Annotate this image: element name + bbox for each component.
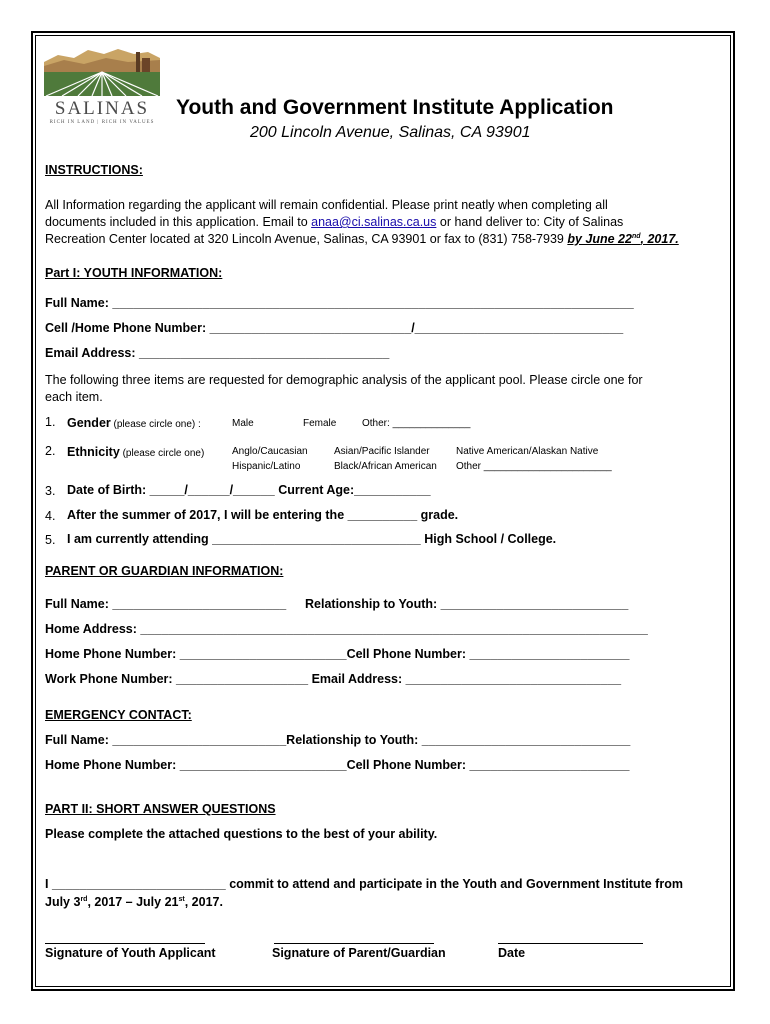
ethnicity-option-other[interactable]: Other _______________________ bbox=[456, 461, 612, 472]
guardian-relationship-field[interactable]: Relationship to Youth: ___________________________ bbox=[305, 597, 629, 611]
commitment-suffix: st bbox=[178, 895, 185, 903]
parent-signature-label: Signature of Parent/Guardian bbox=[272, 946, 446, 960]
emergency-phone-field[interactable]: Home Phone Number: ________________________Cell Phone Number: _______________________ bbox=[45, 758, 630, 772]
guardian-work-email-field[interactable]: Work Phone Number: ___________________ Email Address: _______________________________ bbox=[45, 672, 622, 686]
ethnicity-label bbox=[67, 443, 204, 461]
item-2-number: 2. bbox=[45, 444, 56, 458]
page-subtitle-address: 200 Lincoln Avenue, Salinas, CA 93901 bbox=[250, 124, 531, 141]
ethnicity-hint: (please circle one) bbox=[119, 448, 205, 459]
parent-signature-line[interactable] bbox=[274, 943, 434, 944]
commitment-line-2 bbox=[45, 895, 223, 909]
demographic-line-2: each item. bbox=[45, 390, 103, 404]
part1-heading: Part I: YOUTH INFORMATION: bbox=[45, 266, 223, 280]
youth-signature-line[interactable] bbox=[45, 943, 205, 944]
ethnicity-option-black[interactable]: Black/African American bbox=[334, 461, 437, 472]
ethnicity-label-text: Ethnicity bbox=[67, 445, 120, 459]
commitment-text: July 3 bbox=[45, 895, 81, 909]
emergency-name-relationship-field[interactable]: Full Name: _________________________Relationship to Youth: ______________________________ bbox=[45, 733, 631, 747]
youth-email-field[interactable]: Email Address: ____________________________________ bbox=[45, 346, 390, 360]
deadline-text bbox=[567, 232, 678, 246]
instructions-line-1: All Information regarding the applicant will remain confidential. Please print neatly when completing all bbox=[45, 198, 608, 212]
gender-option-other[interactable]: Other: ______________ bbox=[362, 418, 471, 429]
instructions-line-3 bbox=[45, 231, 679, 248]
part2-instruction: Please complete the attached questions to the best of your ability. bbox=[45, 827, 438, 841]
logo-landscape-icon bbox=[44, 46, 160, 98]
commitment-line-1[interactable]: I _________________________ commit to attend and participate in the Youth and Government Institute from bbox=[45, 877, 683, 891]
youth-phone-field[interactable]: Cell /Home Phone Number: _____________________________/______________________________ bbox=[45, 321, 624, 335]
gender-label-text: Gender bbox=[67, 416, 111, 430]
ethnicity-option-hispanic[interactable]: Hispanic/Latino bbox=[232, 461, 301, 472]
youth-full-name-field[interactable]: Full Name: ___________________________________________________________________________ bbox=[45, 296, 634, 310]
logo-wordmark: SALINAS bbox=[54, 98, 150, 119]
youth-signature-label: Signature of Youth Applicant bbox=[45, 946, 216, 960]
ethnicity-option-asian[interactable]: Asian/Pacific Islander bbox=[334, 446, 430, 457]
gender-label bbox=[67, 414, 201, 432]
gender-option-female[interactable]: Female bbox=[303, 418, 337, 429]
ethnicity-option-anglo[interactable]: Anglo/Caucasian bbox=[232, 446, 308, 457]
item-3-number: 3. bbox=[45, 484, 56, 498]
deadline-part: by June 22 bbox=[567, 232, 632, 246]
page-title: Youth and Government Institute Application bbox=[176, 96, 614, 119]
commitment-text: , 2017. bbox=[184, 895, 223, 909]
demographic-note bbox=[45, 372, 643, 406]
instructions-text: or hand deliver to: City of Salinas bbox=[436, 215, 624, 229]
instructions-text: Recreation Center located at 320 Lincoln Avenue, Salinas, CA 93901 or fax to (831) 758-7939 bbox=[45, 232, 568, 246]
commitment-suffix: rd bbox=[80, 895, 88, 903]
deadline-suffix: nd bbox=[631, 232, 641, 240]
instructions-heading: INSTRUCTIONS: bbox=[45, 163, 143, 177]
school-field[interactable]: I am currently attending ______________________________ High School / College. bbox=[67, 532, 557, 546]
instructions-line-2 bbox=[45, 214, 679, 231]
ethnicity-option-native[interactable]: Native American/Alaskan Native bbox=[456, 446, 599, 457]
logo-tagline: RICH IN LAND | RICH IN VALUES bbox=[49, 120, 155, 125]
grade-field[interactable]: After the summer of 2017, I will be entering the __________ grade. bbox=[67, 508, 459, 522]
emergency-heading: EMERGENCY CONTACT: bbox=[45, 708, 192, 722]
commitment-text: , 2017 – July 21 bbox=[87, 895, 179, 909]
date-signature-line[interactable] bbox=[498, 943, 643, 944]
salinas-logo bbox=[44, 46, 160, 128]
item-1-number: 1. bbox=[45, 415, 56, 429]
part2-heading: PART II: SHORT ANSWER QUESTIONS bbox=[45, 802, 276, 816]
instructions-paragraph bbox=[45, 197, 679, 248]
instructions-text: documents included in this application. Email to bbox=[45, 215, 312, 229]
guardian-full-name-field[interactable]: Full Name: _________________________ bbox=[45, 597, 287, 611]
date-label: Date bbox=[498, 946, 526, 960]
birth-date-age-field[interactable]: Date of Birth: _____/______/______ Current Age:___________ bbox=[67, 483, 431, 497]
deadline-part: , 2017. bbox=[640, 232, 679, 246]
gender-hint: (please circle one) : bbox=[110, 419, 201, 430]
demographic-line-1: The following three items are requested for demographic analysis of the applicant pool. Please circle one for bbox=[45, 373, 643, 387]
guardian-heading: PARENT OR GUARDIAN INFORMATION: bbox=[45, 564, 284, 578]
email-link[interactable]: anaa@ci.salinas.ca.us bbox=[311, 215, 437, 229]
item-5-number: 5. bbox=[45, 533, 56, 547]
gender-option-male[interactable]: Male bbox=[232, 418, 254, 429]
guardian-phone-field[interactable]: Home Phone Number: ________________________Cell Phone Number: _______________________ bbox=[45, 647, 630, 661]
item-4-number: 4. bbox=[45, 509, 56, 523]
guardian-home-address-field[interactable]: Home Address: _________________________________________________________________________ bbox=[45, 622, 648, 636]
